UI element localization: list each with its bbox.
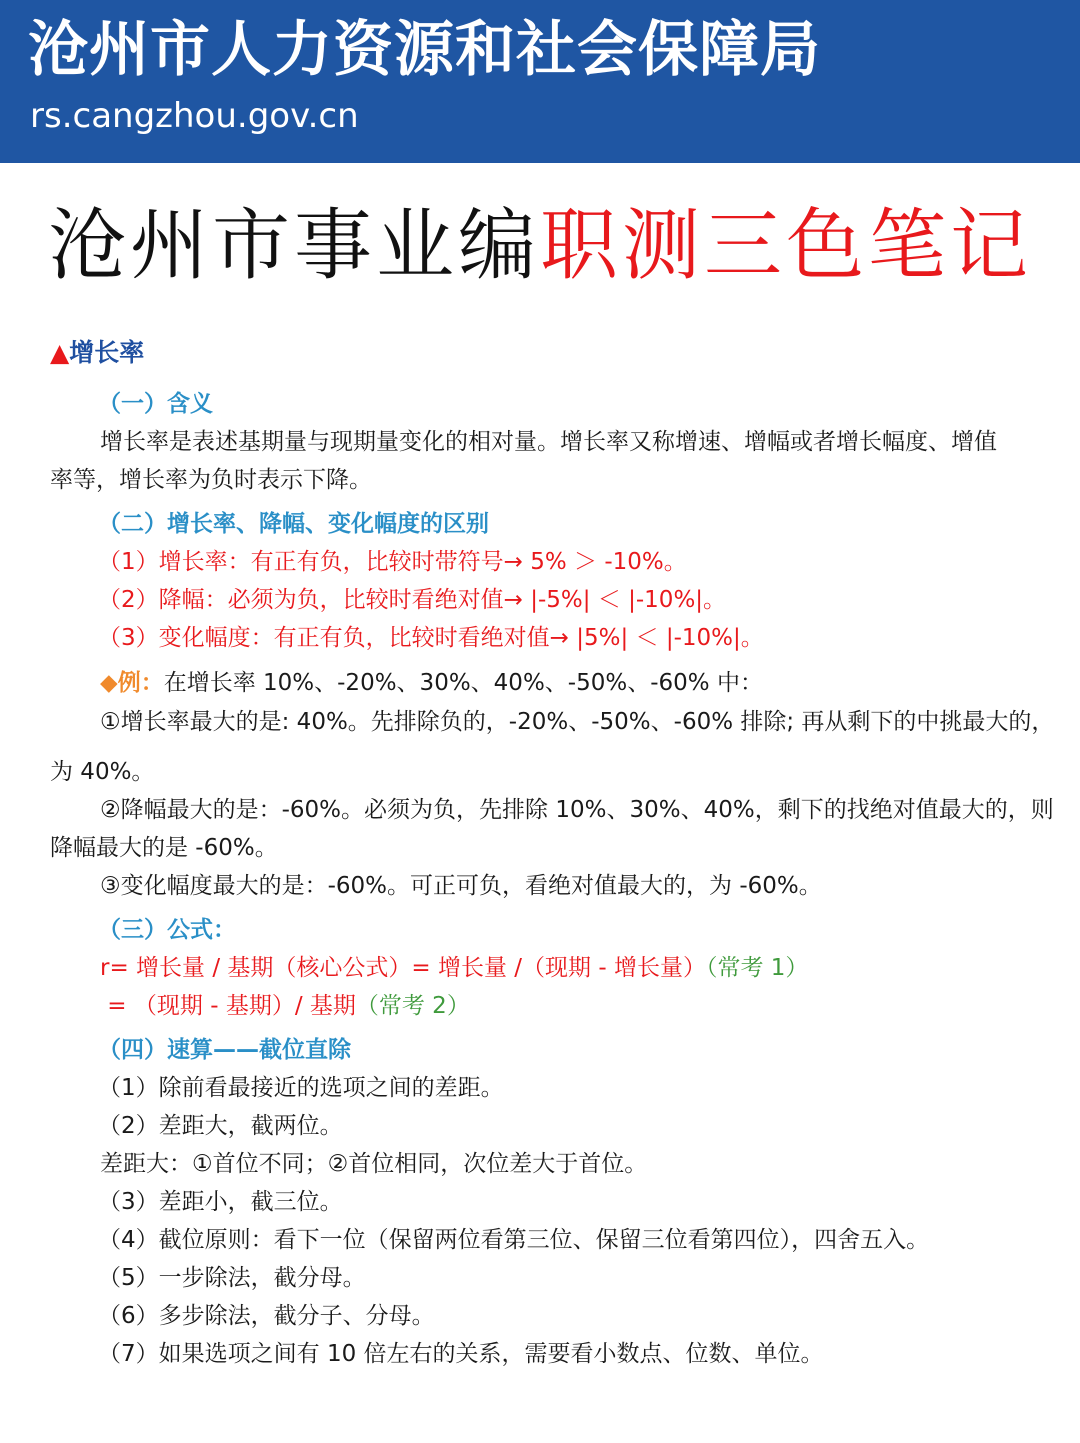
meaning-line-1: 增长率是表述基期量与现期量变化的相对量。增长率又称增速、增幅或者增长幅度、增值 — [100, 429, 997, 455]
example-intro: 在增长率 10%、-20%、30%、40%、-50%、-60% 中： — [163, 670, 763, 696]
title-red-part: 职测三色笔记 — [540, 201, 1033, 291]
example-q3-line-1: ③变化幅度最大的是：-60%。可正可负，看绝对值最大的，为 -60%。 — [100, 873, 822, 899]
example-q1-line-1: ①增长率最大的是: 40%。先排除负的，-20%、-50%、-60% 排除; 再从剩下的中挑最大的， — [100, 709, 1055, 735]
meaning-heading: （一）含义 — [98, 391, 213, 417]
difference-item-3: （3）变化幅度：有正有负，比较时看绝对值→ |5%| ＜ |-10%|。 — [98, 625, 764, 651]
org-name: 沧州市人力资源和社会保障局 — [28, 15, 821, 85]
formula-main: r= 增长量 / 基期（核心公式）= 增长量 /（现期 - 增长量） — [100, 955, 706, 981]
list-item: （4）截位原则：看下一位（保留两位看第三位、保留三位看第四位），四舍五入。 — [98, 1227, 930, 1253]
difference-item-2: （2）降幅：必须为负，比较时看绝对值→ |-5%| ＜ |-10%|。 — [98, 587, 727, 613]
header-banner — [0, 0, 1080, 163]
org-url: rs.cangzhou.gov.cn — [30, 96, 359, 136]
difference-item-1: （1）增长率：有正有负，比较时带符号→ 5% ＞ -10%。 — [98, 549, 687, 575]
section-title: 增长率 — [69, 338, 145, 367]
list-item: （3）差距小，截三位。 — [98, 1189, 343, 1215]
example-intro-row — [100, 667, 763, 699]
triangle-icon: ▲ — [50, 338, 70, 367]
section-heading — [50, 336, 144, 370]
example-q2-line-2: 降幅最大的是 -60%。 — [50, 835, 278, 861]
formula-note-1: （常考 1） — [705, 955, 809, 981]
formula-line-2 — [100, 990, 470, 1022]
list-item: （6）多步除法，截分子、分母。 — [98, 1303, 435, 1329]
list-item: 差距大：①首位不同；②首位相同，次位差大于首位。 — [100, 1151, 648, 1177]
quick-heading: （四）速算——截位直除 — [98, 1037, 351, 1063]
example-q1-line-2: 为 40%。 — [50, 759, 155, 785]
list-item: （5）一步除法，截分母。 — [98, 1265, 366, 1291]
formula-alt: = （现期 - 基期）/ 基期 — [100, 993, 356, 1019]
formula-heading: （三）公式： — [98, 917, 236, 943]
difference-heading: （二）增长率、降幅、变化幅度的区别 — [98, 511, 489, 537]
formula-note-2: （常考 2） — [355, 993, 470, 1019]
page-title — [0, 196, 1080, 296]
example-q2-line-1: ②降幅最大的是：-60%。必须为负，先排除 10%、30%、40%，剩下的找绝对值最大的，则 — [100, 797, 1054, 823]
list-item: （7）如果选项之间有 10 倍左右的关系，需要看小数点、位数、单位。 — [98, 1341, 824, 1367]
meaning-line-2: 率等，增长率为负时表示下降。 — [50, 467, 372, 493]
title-black-part: 沧州市事业编 — [47, 201, 540, 291]
formula-line-1 — [100, 952, 808, 984]
list-item: （2）差距大，截两位。 — [98, 1113, 343, 1139]
list-item: （1）除前看最接近的选项之间的差距。 — [98, 1075, 504, 1101]
diamond-icon: ◆例： — [100, 670, 164, 696]
